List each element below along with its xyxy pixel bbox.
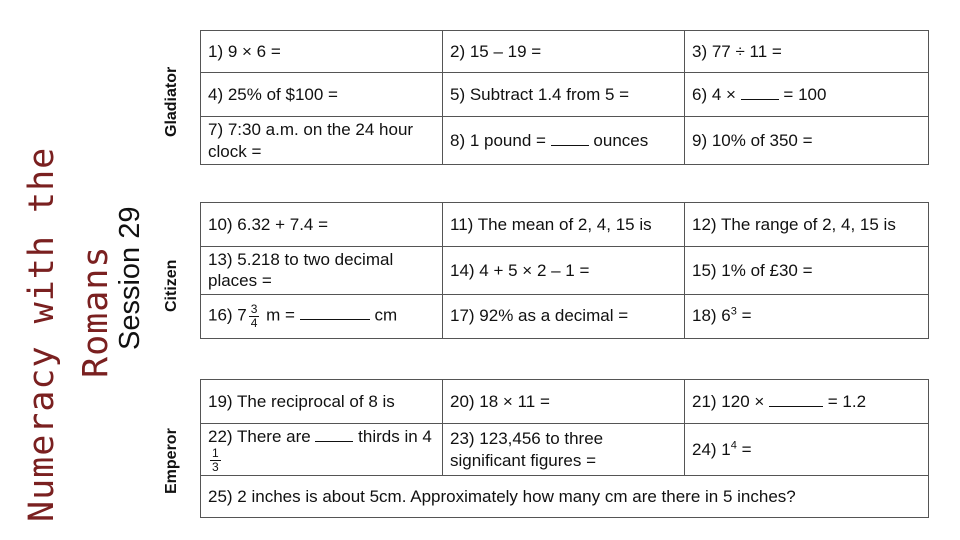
fraction: $\frac{1}{3}$ — [212, 446, 219, 474]
question-20: 20) 18 × 11 = — [443, 380, 685, 424]
question-22: 22) There are thirds in 4 $\frac{1}{3}$ — [201, 424, 443, 476]
answer-blank — [300, 305, 370, 320]
question-15: 15) 1% of £30 = — [685, 247, 929, 295]
question-14: 14) 4 + 5 × 2 – 1 = — [443, 247, 685, 295]
exponent: 3 — [730, 305, 737, 318]
question-25: 25) 2 inches is about 5cm. Approximately how many cm are there in 5 inches? — [201, 476, 929, 518]
question-13: 13) 5.218 to two decimal places = — [201, 247, 443, 295]
question-9: 9) 10% of 350 = — [685, 117, 929, 165]
question-12: 12) The range of 2, 4, 15 is — [685, 203, 929, 247]
question-11: 11) The mean of 2, 4, 15 is — [443, 203, 685, 247]
question-19: 19) The reciprocal of 8 is — [201, 380, 443, 424]
question-24: 24) $1^4$ = — [685, 424, 929, 476]
question-16 — [201, 294, 443, 338]
title-line-1: Numeracy with the — [22, 146, 62, 522]
title-line-2: Romans — [76, 245, 116, 378]
question-18: 18) $6^3$ = — [685, 294, 929, 338]
question-4: 4) 25% of $100 = — [201, 73, 443, 117]
emperor-question-grid — [200, 379, 929, 518]
level-emperor: Emperor — [163, 428, 180, 494]
question-6 — [685, 73, 929, 117]
question-6-start: 6) 4 × — [692, 84, 736, 104]
question-21: 21) 120 × = 1.2 — [685, 380, 929, 424]
question-16-start: 16) 7 — [208, 305, 247, 325]
answer-blank — [741, 85, 779, 100]
answer-blank — [315, 427, 353, 442]
question-23: 23) 123,456 to three significant figures = — [443, 424, 685, 476]
answer-blank — [769, 392, 823, 407]
question-17: 17) 92% as a decimal = — [443, 294, 685, 338]
question-6-end: = 100 — [783, 84, 827, 104]
level-citizen: Citizen — [163, 259, 180, 312]
question-3: 3) 77 ÷ 11 = — [685, 31, 929, 73]
fraction: $\frac{3}{4}$ — [250, 301, 258, 330]
exponent: 4 — [730, 439, 737, 452]
citizen-question-grid — [200, 202, 929, 339]
question-16-end: cm — [374, 305, 398, 325]
question-5: 5) Subtract 1.4 from 5 = — [443, 73, 685, 117]
question-8-start: 8) 1 pound = — [450, 130, 546, 150]
level-gladiator: Gladiator — [163, 66, 180, 137]
question-2: 2) 15 – 19 = — [443, 31, 685, 73]
question-7: 7) 7:30 a.m. on the 24 hour clock = — [201, 117, 443, 165]
gladiator-question-grid — [200, 30, 929, 165]
question-8-end: ounces — [593, 130, 649, 150]
session-label: Session 29 — [114, 206, 146, 350]
question-10: 10) 6.32 + 7.4 = — [201, 203, 443, 247]
answer-blank — [551, 131, 589, 146]
question-1: 1) 9 × 6 = — [201, 31, 443, 73]
question-8 — [443, 117, 685, 165]
question-16-mid: m = — [266, 305, 295, 325]
